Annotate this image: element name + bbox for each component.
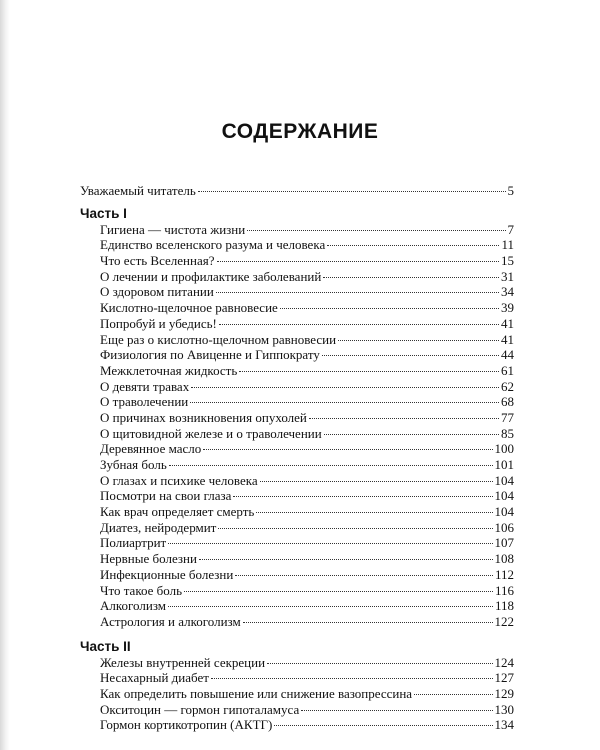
- toc-parts: [80, 205, 514, 733]
- toc-entry[interactable]: [80, 520, 514, 536]
- leader-dots: [256, 511, 492, 513]
- toc-entry-title: О траволечении: [100, 394, 189, 410]
- toc-entry-page: 104: [494, 472, 514, 488]
- toc-entry-title: Единство вселенского разума и человека: [100, 237, 326, 253]
- toc-entry-page: 106: [494, 519, 514, 535]
- part-heading: Часть II: [80, 638, 131, 654]
- toc-entry-title: Астрология и алкоголизм: [100, 613, 241, 629]
- leader-dots: [247, 229, 505, 231]
- toc-entry[interactable]: [80, 488, 514, 504]
- toc-entry-title: Диатез, нейродермит: [100, 519, 217, 535]
- leader-dots: [211, 677, 493, 679]
- toc-entry-title: О здоровом питании: [100, 284, 214, 300]
- leader-dots: [233, 495, 492, 497]
- toc-entry-page: 85: [501, 425, 514, 441]
- toc-entry-intro[interactable]: [80, 183, 514, 199]
- leader-dots: [267, 662, 492, 664]
- toc-entry-title: Что есть Вселенная?: [100, 253, 215, 269]
- leader-dots: [235, 574, 493, 576]
- page-edge-shadow: [0, 0, 10, 750]
- leader-dots: [198, 190, 506, 192]
- toc-entry[interactable]: [80, 347, 514, 363]
- toc-entry-page: 130: [494, 701, 514, 717]
- toc-entry[interactable]: [80, 284, 514, 300]
- leader-dots: [184, 590, 493, 592]
- toc-entry-page: 118: [494, 598, 514, 614]
- leader-dots: [324, 433, 499, 435]
- leader-dots: [168, 542, 492, 544]
- toc-entry[interactable]: [80, 702, 514, 718]
- toc-entry-page: 112: [494, 566, 514, 582]
- toc-entry-title: О девяти травах: [100, 378, 190, 394]
- toc-entry[interactable]: [80, 237, 514, 253]
- toc-entry-title: Гигиена — чистота жизни: [100, 221, 246, 237]
- toc-entry[interactable]: [80, 332, 514, 348]
- toc-entry-title: Инфекционные болезни: [100, 566, 234, 582]
- toc-entry-page: 7: [507, 221, 514, 237]
- toc-entry[interactable]: [80, 363, 514, 379]
- page-title: СОДЕРЖАНИЕ: [221, 120, 379, 143]
- toc-entry[interactable]: [80, 426, 514, 442]
- toc-entry-title: Несахарный диабет: [100, 670, 209, 686]
- toc-entry-page: 41: [501, 331, 514, 347]
- toc-entry-title: Полиартрит: [100, 535, 167, 551]
- toc-entry-title: Нервные болезни: [100, 551, 197, 567]
- toc-entry[interactable]: [80, 504, 514, 520]
- toc-entry-page: 11: [501, 237, 514, 253]
- toc-entry-page: 101: [494, 457, 514, 472]
- toc-entry[interactable]: [80, 535, 514, 551]
- toc-entry-page: 61: [501, 362, 514, 378]
- toc-entry[interactable]: [80, 394, 514, 410]
- toc-entry-page: 77: [501, 409, 514, 425]
- toc-entry[interactable]: [80, 269, 514, 285]
- toc-entry[interactable]: [80, 655, 514, 671]
- toc-entry[interactable]: [80, 300, 514, 316]
- toc-entry-page: 41: [501, 315, 514, 331]
- toc-entry-title: Железы внутренней секреции: [100, 654, 266, 670]
- toc-entry-page: 44: [501, 347, 514, 363]
- toc-entry[interactable]: [80, 686, 514, 702]
- toc-entry[interactable]: [80, 670, 514, 686]
- leader-dots: [191, 386, 499, 388]
- toc-entry-page: 39: [501, 300, 514, 316]
- table-of-contents: [80, 183, 514, 733]
- toc-entry[interactable]: [80, 473, 514, 489]
- toc-entry-page: 62: [501, 378, 514, 394]
- toc-entry[interactable]: [80, 441, 514, 457]
- leader-dots: [217, 260, 500, 262]
- toc-entry-page: 122: [494, 613, 514, 629]
- leader-dots: [243, 621, 493, 623]
- leader-dots: [322, 354, 499, 356]
- toc-entry-page: 100: [494, 441, 514, 457]
- leader-dots: [274, 724, 492, 726]
- leader-dots: [199, 558, 493, 560]
- toc-entry-page: 68: [501, 394, 514, 410]
- toc-entry-title: Алкоголизм: [100, 598, 166, 614]
- toc-entry-page: 124: [494, 654, 514, 670]
- toc-entry-page: 31: [501, 268, 514, 284]
- toc-entry[interactable]: [80, 457, 514, 473]
- toc-entry-page: 134: [494, 717, 514, 733]
- leader-dots: [309, 417, 499, 419]
- toc-entry-page: 108: [494, 551, 514, 567]
- toc-entry-page: 116: [494, 582, 514, 598]
- leader-dots: [338, 339, 499, 341]
- toc-entry-page: 104: [494, 504, 514, 520]
- toc-entry-title: Гормон кортикотропин (АКТГ): [100, 717, 273, 733]
- toc-entry-title: Как врач определяет смерть: [100, 504, 255, 520]
- toc-entry-title: Что такое боль: [100, 582, 183, 598]
- toc-entry[interactable]: [80, 717, 514, 733]
- toc-entry-title: О глазах и психике человека: [100, 472, 258, 488]
- toc-entry-title: Межклеточная жидкость: [100, 362, 238, 378]
- leader-dots: [216, 291, 499, 293]
- toc-entry-page: 107: [494, 535, 514, 551]
- toc-entry-title: Попробуй и убедись!: [100, 315, 217, 331]
- toc-entry-title: Окситоцин — гормон гипоталамуса: [100, 701, 300, 717]
- leader-dots: [218, 527, 492, 529]
- toc-entry[interactable]: [80, 379, 514, 395]
- toc-entry[interactable]: [80, 316, 514, 332]
- leader-dots: [301, 709, 492, 711]
- toc-entry[interactable]: [80, 410, 514, 426]
- toc-entry-page: 5: [507, 183, 514, 198]
- leader-dots: [169, 464, 493, 466]
- leader-dots: [323, 276, 499, 278]
- toc-entry-title: Зубная боль: [100, 457, 167, 472]
- leader-dots: [280, 307, 499, 309]
- toc-entry-page: 104: [494, 488, 514, 504]
- leader-dots: [414, 693, 492, 695]
- toc-entry-page: 15: [501, 253, 514, 269]
- toc-entry-title: Физиология по Авиценне и Гиппократу: [100, 347, 320, 363]
- toc-entry-title: О причинах возникновения опухолей: [100, 409, 307, 425]
- toc-entry-title: О лечении и профилактике заболеваний: [100, 268, 322, 284]
- toc-entry-title: Деревянное масло: [100, 441, 202, 457]
- toc-entry-title: О щитовидной железе и о траволечении: [100, 425, 322, 441]
- leader-dots: [260, 480, 493, 482]
- toc-entry-title: Еще раз о кислотно-щелочном равновесии: [100, 331, 337, 347]
- toc-entry-title: Кислотно-щелочное равновесие: [100, 300, 278, 316]
- leader-dots: [203, 448, 492, 450]
- toc-entry-page: 127: [494, 670, 514, 686]
- leader-dots: [190, 401, 499, 403]
- toc-entry[interactable]: [80, 598, 514, 614]
- toc-entry-title: Уважаемый читатель: [80, 183, 196, 198]
- toc-entry-page: 129: [494, 685, 514, 701]
- toc-entry[interactable]: [80, 551, 514, 567]
- toc-entry[interactable]: [80, 614, 514, 630]
- toc-entry[interactable]: [80, 583, 514, 599]
- toc-entry[interactable]: [80, 253, 514, 269]
- toc-entry[interactable]: [80, 222, 514, 238]
- part-heading: Часть I: [80, 205, 127, 221]
- leader-dots: [239, 370, 499, 372]
- toc-entry-page: 34: [501, 284, 514, 300]
- toc-entry[interactable]: [80, 567, 514, 583]
- leader-dots: [168, 605, 493, 607]
- toc-entry-title: Посмотри на свои глаза: [100, 488, 232, 504]
- toc-entry-title: Как определить повышение или снижение вазопрессина: [100, 685, 413, 701]
- leader-dots: [327, 244, 499, 246]
- leader-dots: [219, 323, 499, 325]
